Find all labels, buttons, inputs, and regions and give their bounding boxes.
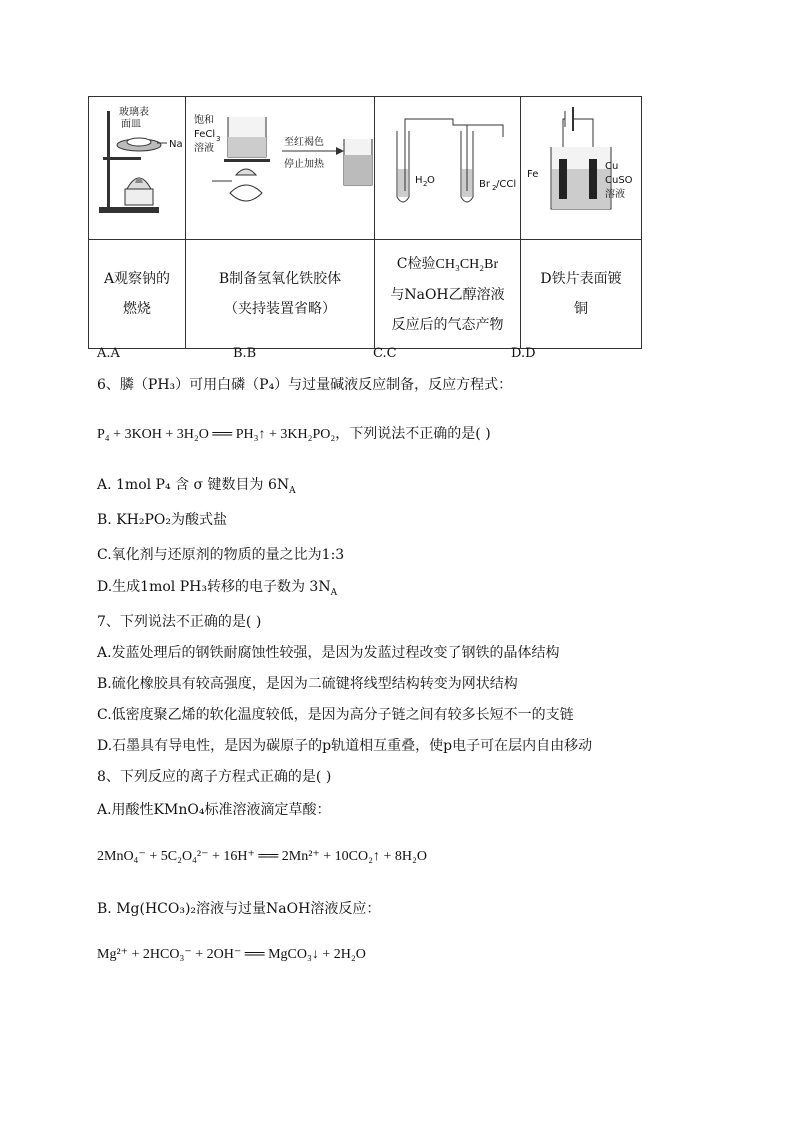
figure-b-cell xyxy=(186,97,375,240)
q6-stem: 6、膦（PH₃）可用白磷（P₄）与过量碱液反应制备，反应方程式： xyxy=(97,377,513,393)
q8-option-b[interactable]: B. Mg(HCO₃)₂溶液与过量NaOH溶液反应： xyxy=(97,901,381,917)
q6-option-d[interactable]: D.生成1mol PH₃转移的电子数为 $3N_A$ xyxy=(97,579,338,598)
q7-stem: 7、下列说法不正确的是( ) xyxy=(97,614,262,630)
figure-a-sodium-burning xyxy=(89,97,185,235)
svg-text:溶液: 溶液 xyxy=(194,143,214,154)
svg-text:H: H xyxy=(415,175,423,186)
svg-text:Na: Na xyxy=(169,139,183,150)
figure-d-cell xyxy=(521,97,642,240)
q5-option-b[interactable]: B.B xyxy=(233,346,257,361)
figure-d-electroplating xyxy=(521,97,641,235)
svg-text:O: O xyxy=(427,175,435,186)
svg-text:3: 3 xyxy=(216,135,221,143)
q5-option-c[interactable]: C.C xyxy=(373,346,397,361)
q8-stem: 8、下列反应的离子方程式正确的是( ) xyxy=(97,769,332,785)
svg-text:2: 2 xyxy=(492,184,497,192)
q6-equation: P₄ + 3KOH + 3H₂O ══ PH₃↑ + 3KH₂PO₂ xyxy=(97,427,336,442)
svg-text:Br: Br xyxy=(479,179,490,190)
svg-text:溶液: 溶液 xyxy=(605,189,625,200)
svg-text:CuSO: CuSO xyxy=(605,175,633,186)
apparatus-table xyxy=(88,96,642,349)
svg-text:2: 2 xyxy=(423,180,428,188)
svg-text:至红褐色: 至红褐色 xyxy=(284,137,324,148)
figure-c-gas-test xyxy=(375,97,520,235)
svg-text:停止加热: 停止加热 xyxy=(284,159,324,170)
q7-option-d[interactable]: D.石墨具有导电性，是因为碳原子的p轨道相互重叠，使p电子可在层内自由移动 xyxy=(97,738,593,754)
q7-option-b[interactable]: B.硫化橡胶具有较高强度，是因为二硫键将线型结构转变为网状结构 xyxy=(97,676,518,692)
svg-text:FeCl: FeCl xyxy=(194,129,216,140)
q6-option-c[interactable]: C.氧化剂与还原剂的物质的量之比为1:3 xyxy=(97,547,345,563)
svg-text:玻璃表: 玻璃表 xyxy=(119,107,149,118)
q8-option-a-equation: 2MnO₄⁻ + 5C₂O₄²⁻ + 16H⁺ ══ 2Mn²⁺ + 10CO₂↑ + 8H₂O xyxy=(97,849,428,864)
svg-text:面皿: 面皿 xyxy=(121,119,141,130)
q8-option-b-equation: Mg²⁺ + 2HCO₃⁻ + 2OH⁻ ══ MgCO₃↓ + 2H₂O xyxy=(97,947,366,962)
q8-option-a[interactable]: A.用酸性KMnO₄标准溶液滴定草酸： xyxy=(97,802,331,818)
figure-c-cell xyxy=(375,97,521,240)
q5-option-d[interactable]: D.D xyxy=(511,346,536,361)
q7-option-a[interactable]: A.发蓝处理后的钢铁耐腐蚀性较强，是因为发蓝过程改变了钢铁的晶体结构 xyxy=(97,645,560,661)
q6-option-a[interactable]: A. 1mol P₄ 含 σ 键数目为 $6N_A$ xyxy=(97,477,296,496)
svg-text:Cu: Cu xyxy=(605,161,619,172)
svg-text:Fe: Fe xyxy=(527,169,539,180)
caption-c: C检验CH₃CH₂Br 与NaOH乙醇溶液 反应后的气态产物 xyxy=(375,240,521,349)
q6-equation-line xyxy=(97,423,491,443)
caption-d: D铁片表面镀 铜 xyxy=(521,240,642,349)
caption-a: A观察钠的 燃烧 xyxy=(89,240,186,349)
q5-option-a[interactable]: A.A xyxy=(97,346,120,361)
figure-b-fe-oh3-colloid xyxy=(186,97,374,235)
q6-stem-tail: ，下列说法不正确的是( ) xyxy=(335,426,491,442)
q7-option-c[interactable]: C.低密度聚乙烯的软化温度较低，是因为高分子链之间有较多长短不一的支链 xyxy=(97,707,574,723)
svg-text:饱和: 饱和 xyxy=(194,115,214,126)
svg-text:/CCl: /CCl xyxy=(496,179,517,190)
q6-option-b[interactable]: B. KH₂PO₂为酸式盐 xyxy=(97,512,227,528)
caption-b: B制备氢氧化铁胶体 （夹持装置省略） xyxy=(186,240,375,349)
figure-a-cell xyxy=(89,97,186,240)
